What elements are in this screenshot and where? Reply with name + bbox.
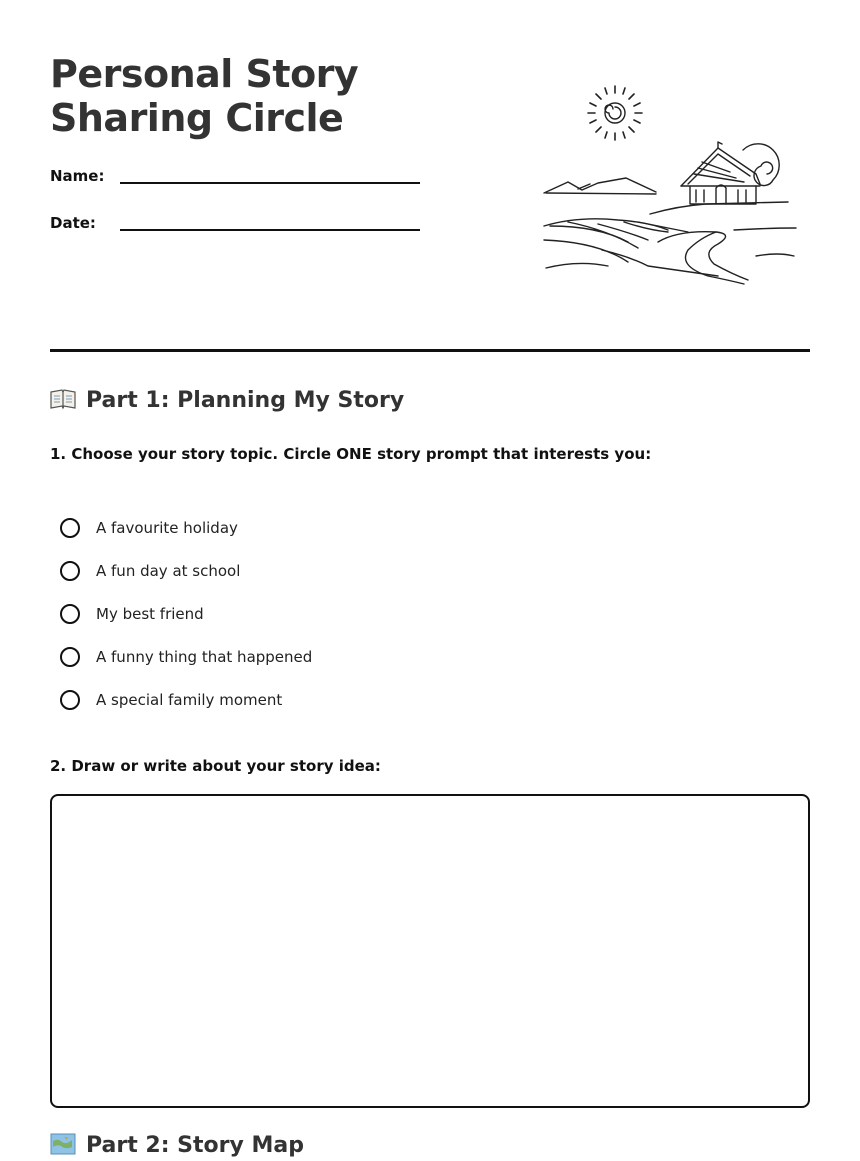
radio-circle[interactable] [60, 561, 80, 581]
option-label: A fun day at school [96, 561, 241, 580]
option-fun-day-at-school[interactable] [60, 549, 460, 592]
date-field[interactable] [50, 214, 430, 244]
part2-heading [50, 1133, 304, 1158]
sun-icon [588, 86, 642, 140]
question-1: 1. Choose your story topic. Circle ONE story prompt that interests you: [50, 445, 652, 463]
option-funny-thing[interactable] [60, 635, 460, 678]
option-label: A funny thing that happened [96, 647, 313, 666]
part1-heading [50, 388, 404, 413]
option-best-friend[interactable] [60, 592, 460, 635]
option-label: A special family moment [96, 690, 283, 709]
radio-circle[interactable] [60, 647, 80, 667]
radio-circle[interactable] [60, 518, 80, 538]
question-2: 2. Draw or write about your story idea: [50, 757, 381, 775]
date-label: Date: [50, 214, 96, 232]
open-book-icon [50, 388, 76, 410]
worksheet-title: Personal Story Sharing Circle [50, 52, 359, 140]
option-label: A favourite holiday [96, 518, 238, 537]
header-divider [50, 349, 810, 352]
part1-title: Part 1: Planning My Story [86, 388, 405, 413]
radio-circle[interactable] [60, 690, 80, 710]
name-label: Name: [50, 167, 105, 185]
map-icon [50, 1133, 76, 1155]
story-prompt-options [60, 506, 460, 721]
date-write-line[interactable] [120, 229, 420, 231]
story-idea-drawing-box[interactable] [50, 794, 810, 1108]
radio-circle[interactable] [60, 604, 80, 624]
option-favourite-holiday[interactable] [60, 506, 460, 549]
name-field[interactable] [50, 167, 430, 197]
meeting-house-landscape-icon [538, 80, 800, 290]
name-write-line[interactable] [120, 182, 420, 184]
part2-title: Part 2: Story Map [86, 1133, 304, 1158]
option-family-moment[interactable] [60, 678, 460, 721]
option-label: My best friend [96, 604, 204, 623]
meeting-house-icon [681, 142, 760, 204]
